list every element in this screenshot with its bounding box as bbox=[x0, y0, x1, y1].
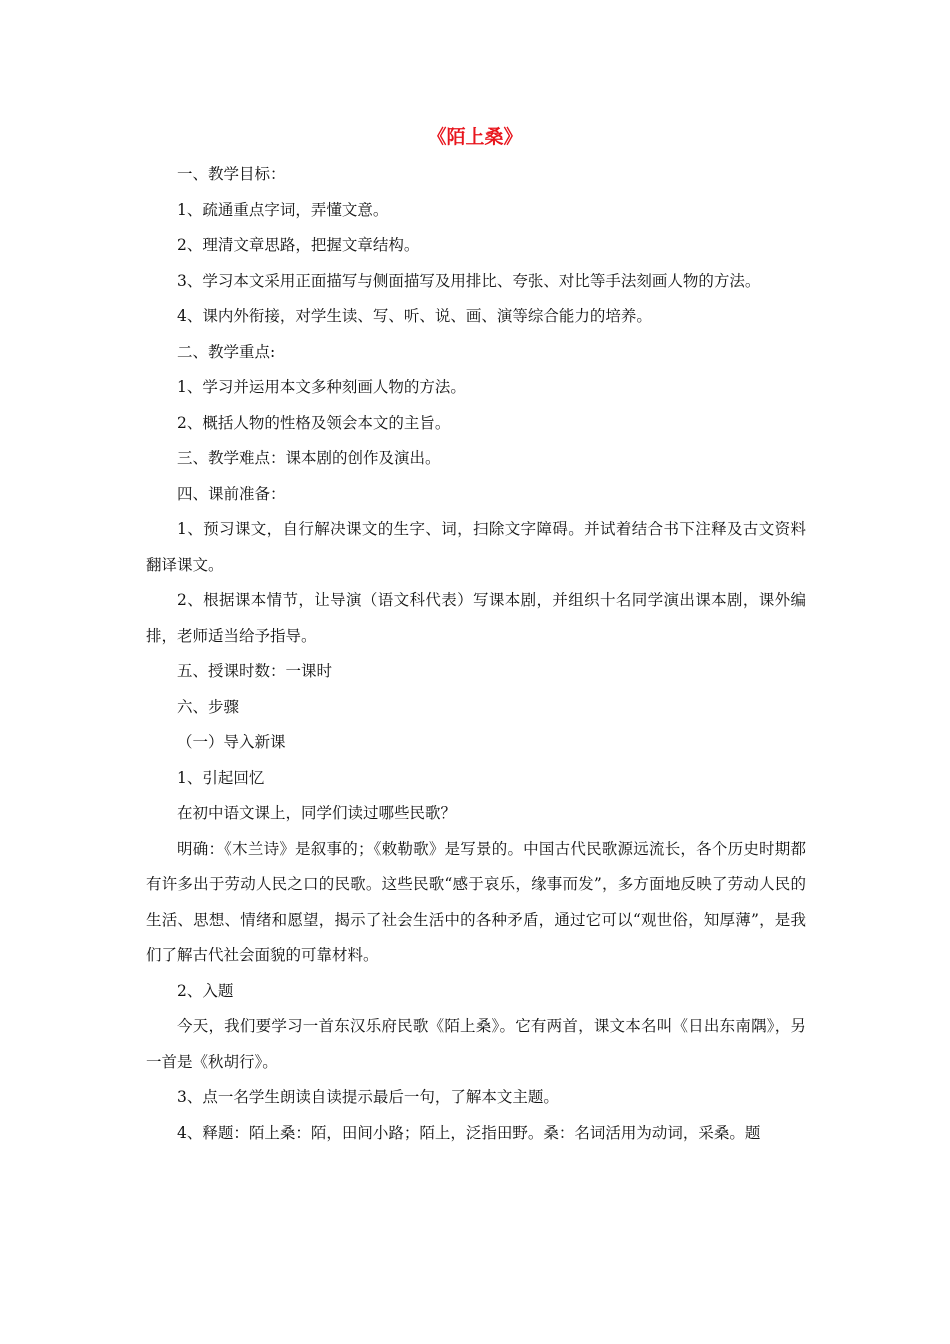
paragraph: 1、预习课文，自行解决课文的生字、词，扫除文字障碍。并试着结合书下注释及古文资料翻译课文。 bbox=[146, 520, 806, 574]
paragraph: （一）导入新课 bbox=[177, 733, 286, 751]
paragraph: 在初中语文课上，同学们读过哪些民歌？ bbox=[177, 804, 457, 822]
paragraph: 2、根据课本情节，让导演（语文科代表）写课本剧，并组织十名同学演出课本剧，课外编排，老师适当给予指导。 bbox=[146, 591, 806, 645]
paragraph: 三、教学难点：课本剧的创作及演出。 bbox=[177, 449, 441, 467]
paragraph: 今天，我们要学习一首东汉乐府民歌《陌上桑》。它有两首，课文本名叫《日出东南隅》，另一首是《秋胡行》。 bbox=[146, 1017, 806, 1071]
paragraph: 1、引起回忆 bbox=[177, 768, 265, 787]
document-title: 《陌上桑》 bbox=[427, 126, 523, 148]
paragraph: 二、教学重点: bbox=[177, 342, 276, 361]
document-body bbox=[146, 157, 806, 1151]
paragraph: 3、点一名学生朗读自读提示最后一句，了解本文主题。 bbox=[177, 1088, 559, 1106]
paragraph: 4、释题：陌上桑：陌，田间小路；陌上，泛指田野。桑：名词活用为动词，采桑。题 bbox=[177, 1123, 761, 1142]
paragraph: 1、学习并运用本文多种刻画人物的方法。 bbox=[177, 378, 466, 396]
paragraph: 2、理清文章思路，把握文章结构。 bbox=[177, 236, 420, 254]
paragraph: 1、疏通重点字词，弄懂文意。 bbox=[177, 200, 389, 219]
paragraph: 四、课前准备： bbox=[177, 484, 286, 503]
paragraph: 4、课内外衔接，对学生读、写、听、说、画、演等综合能力的培养。 bbox=[177, 307, 652, 325]
paragraph: 六、步骤 bbox=[177, 697, 240, 716]
paragraph: 3、学习本文采用正面描写与侧面描写及用排比、夸张、对比等手法刻画人物的方法。 bbox=[177, 271, 761, 290]
paragraph: 五、授课时数：一课时 bbox=[177, 662, 333, 680]
paragraph: 一、教学目标： bbox=[177, 165, 286, 183]
paragraph: 2、入题 bbox=[177, 981, 234, 1000]
paragraph: 明确：《木兰诗》是叙事的；《敕勒歌》是写景的。中国古代民歌源远流长，各个历史时期都有许多出于劳动人民之口的民歌。这些民歌“感于哀乐，缘事而发”，多方面地反映了劳动人民的生活、思想、情绪和愿望，揭示了社会生活中的各种矛盾，通过它可以“观世俗，知厚薄”，是我们了解古代社会面貌的可靠材料。 bbox=[146, 839, 806, 964]
paragraph: 2、概括人物的性格及领会本文的主旨。 bbox=[177, 413, 451, 432]
